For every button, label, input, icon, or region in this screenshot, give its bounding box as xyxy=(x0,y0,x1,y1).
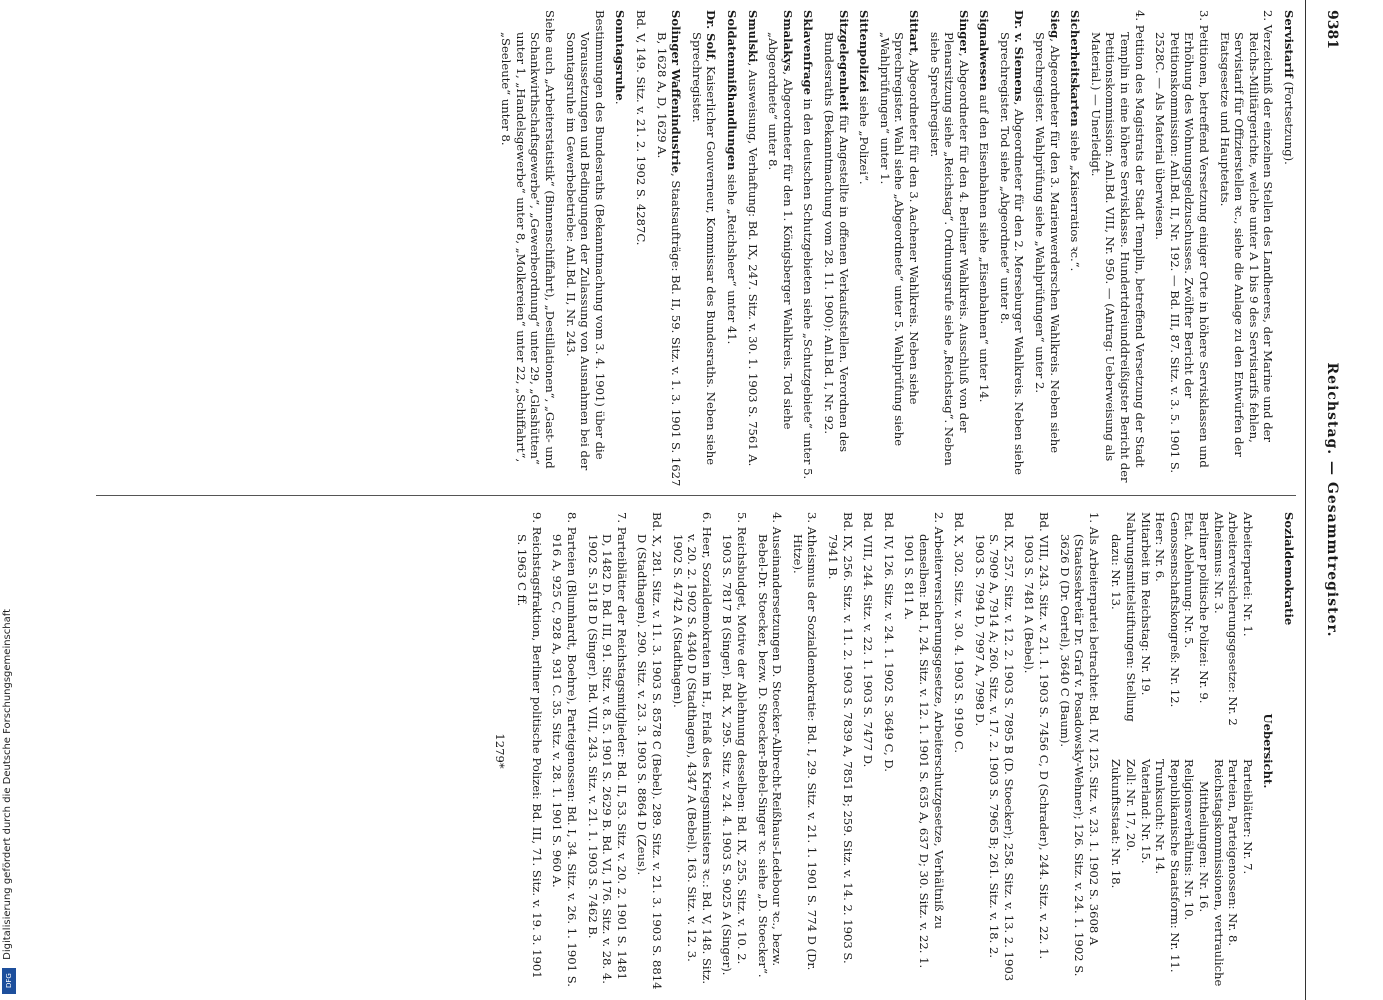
index-entry xyxy=(766,10,795,488)
entry-headword: Sicherheitskarten xyxy=(1068,10,1083,127)
entry-text: 4. Petition des Magistrats der Stadt Templin, betreffend Versetzung der Stadt Templin in eine höhere Servisklasse. Hundertdreiunddreißigster Bericht der Petitionskommission: Anl.Bd. VIII, Nr. 950. — (Antrag: Ueberweisung als Material.) — Unerledigt. xyxy=(1088,10,1147,483)
index-entry xyxy=(801,10,816,488)
entry-headword: Sonntagsruhe xyxy=(613,10,628,101)
reference-item: 4. Auseinandersetzungen D. Stoecker-Albrecht-Reißhaus-Ledebour ꝛc., bezw. Bebel-Dr. Stoecker, bezw. D. Stoecker-Bebel-Singer ꝛc. siehe „D. Stoecker“. xyxy=(755,512,785,978)
reference-item: Bd. X, 281. Sitz. v. 11. 3. 1903 S. 8578 C (Bebel). 289. Sitz. v. 21. 3. 1903 S. 8814 D (Stadthagen). 290. Sitz. v. 23. 3. 1903 S. 8864 D (Zeus). xyxy=(635,512,665,990)
entry-text: . xyxy=(613,100,628,105)
entry-headword: Smulski xyxy=(745,10,760,63)
index-entry xyxy=(1068,10,1083,488)
entry-text: Bestimmungen des Bundesraths (Bekanntmachung vom 3. 4. 1901) über die Voraussetzungen und Bedingungen der Zulassung von Ausnahmen bei der Sonntagsruhe im Gewerbebetriebe: Anl.Bd. II, Nr. 243. xyxy=(563,10,607,471)
index-entry xyxy=(857,10,872,488)
entry-text: , Ausweisung, Verhaftung: Bd. IX, 247. Sitz. v. 30. 1. 1903 S. 7561 A. xyxy=(745,62,760,467)
reference-item: Bd. VIII, 244. Sitz. v. 22. 1. 1903 S. 7477 D. xyxy=(861,512,876,768)
overview-item: Zoll: Nr. 17, 20. xyxy=(1124,759,1139,852)
entry-text: 2. Verzeichniß der einzelnen Stellen des Landheeres, der Marine und der Reichs-Militärgerichte, welche unter A 1 bis 9 des Servistarifs fehlen, Servistarif für Offizierstellen ꝛc., siehe die Anlage zu den Entwürfen der Etatsgesetze und Hauptetats. xyxy=(1217,10,1276,457)
overview-item: Atheismus: Nr. 3. xyxy=(1211,512,1226,614)
entry-headword: Signalwesen xyxy=(977,10,992,91)
overview-item: Berliner politische Polizei: Nr. 9. xyxy=(1197,512,1212,704)
overview-item: Nahrungsmittelstiftungen: Stellung dazu: Nr. 13. xyxy=(1109,512,1139,722)
index-entry xyxy=(689,10,718,488)
reference-item: 6. Heer, Sozialdemokraten im H., Erlaß des Kriegsministers ꝛc.: Bd. V, 148. Sitz. v. 20. 2. 1902 S. 4340 D (Stadthagen), 4347 A (Bebel). 163. Sitz. v. 12. 3. 1902 S. 4742 A (Stadthagen). xyxy=(670,512,714,985)
index-entry xyxy=(499,10,557,488)
header-rule xyxy=(1305,0,1306,1000)
index-entry xyxy=(1033,10,1062,488)
entry-text: , Staatsaufträge: Bd. II, 59. Sitz. v. 1. 3. 1901 S. 1627 B, 1628 A, D, 1629 A. xyxy=(654,32,684,487)
reference-item: 5. Reichsbudget, Motive der Ablehnung desselben: Bd. IX, 255. Sitz. v. 10. 2. 1903 S. 7817 B (Singer). Bd. X, 295. Sitz. v. 24. 4. 1903 S. 9025 A (Singer). xyxy=(720,512,749,976)
entry-headword: Servistarif xyxy=(1282,10,1296,78)
overview-item: Parteien, Parteigenossen: Nr. 8. xyxy=(1226,759,1241,947)
overview-item: Reichstagskommissionen, vertrauliche Mittheilungen: Nr. 16. xyxy=(1197,759,1226,987)
reference-item: 8. Parteien (Blumhardt, Boehre), Parteigenossen: Bd. I, 34. Sitz. v. 26. 1. 1901 S. 916 A, 925 C, 928 A, 931 C. 35. Sitz. v. 28. 1. 1901 S. 960 A. xyxy=(550,512,580,987)
running-header xyxy=(1310,0,1340,1000)
dfg-logo: DFG xyxy=(2,968,16,994)
overview-item: Trunksucht: Nr. 14. xyxy=(1153,759,1168,875)
entry-headword: Smalakys xyxy=(780,10,795,72)
entry-text: 3. Petitionen, betreffend Versetzung einiger Orte in höhere Servisklassen und Erhöhung des Wohnungsgeldzuschusses. Zwölfter Bericht der Petitionskommission: Anl.Bd. II, Nr. 192. — Bd. III, 87. Sitz. v. 3. 5. 1901 S. 2528C. — Als Material überwiesen. xyxy=(1153,10,1212,474)
entry-text: , Abgeordneter für den 4. Berliner Wahlkreis. Ausschluß von der Plenarsitzung siehe „Reichstag“. Ordnungsrufe siehe „Reichstag“. Neben siehe Sprechregister. xyxy=(927,32,971,466)
reference-item: Bd. X, 302. Sitz. v. 30. 4. 1903 S. 9190 C. xyxy=(952,512,967,754)
index-entry xyxy=(821,10,850,488)
index-entry xyxy=(654,10,683,488)
index-entry xyxy=(877,10,921,488)
overview-item: Arbeiterversicherungsgesetze: Nr. 2 xyxy=(1226,512,1241,726)
entry-text: Bd. V, 149. Sitz. v. 21. 2. 1902 S. 4287C. xyxy=(634,10,649,246)
index-entry xyxy=(1217,10,1275,488)
overview-list xyxy=(1109,512,1255,990)
entry-headword: Singer xyxy=(956,10,971,53)
entry-text: in den deutschen Schutzgebieten siehe „Schutzgebiete“ unter 5. xyxy=(801,94,816,480)
entry-headword: Sklavenfrage xyxy=(801,10,816,95)
entry-text: für Angestellte in offenen Verkaufsstellen. Verordnen des Bundesraths (Bekanntmachung vom 28. 11. 1900): Anl.Bd. I, Nr. 92. xyxy=(821,32,851,453)
overview-item: Religionsverhältnis: Nr. 10. xyxy=(1182,759,1197,921)
reference-item: Bd. IV, 126. Sitz. v. 24. 1. 1902 S. 3649 C, D. xyxy=(881,512,896,772)
entry-headword: Solinger Waffenindustrie xyxy=(669,10,684,173)
entry-text: , Kaiserlicher Gouverneur, Kommissar des Bundesraths. Neben siehe Sprechregister. xyxy=(689,32,719,466)
reference-item: 3. Atheismus der Sozialdemokratie: Bd. I, 29. Sitz. v. 21. 1. 1901 S. 774 D (Dr. Hitze). xyxy=(790,512,820,971)
index-entry-sozialdemokratie xyxy=(1281,512,1296,990)
overview-title: Uebersicht. xyxy=(1261,713,1276,789)
footer-mark: 1279* xyxy=(492,733,507,769)
entry-text: Siehe auch „Arbeiterstatistik“ (Binnenschiffahrt), „Destillationen“, „Gast- und Schankwirthschaftsgewerbe“, „Gewerbeordnung“ unter 29, „Glashütten“ unter 1, „Handelsgewerbe“ unter 8, „Molkereien“ unter 22, „Schiffahrt“, „Seeleute“ unter 8. xyxy=(499,10,558,469)
entry-headword: Dr. Solf xyxy=(704,10,719,59)
entry-text: siehe „Polizei“. xyxy=(857,92,872,185)
entry-text: , Abgeordneter für den 3. Marienwerderschen Wahlkreis. Neben siehe Sprechregister. Wahlprüfung siehe „Wahlprüfungen“ unter 2. xyxy=(1033,32,1062,454)
entry-headword: Sittart xyxy=(906,10,921,53)
overview-item: Zukunftsstaat: Nr. 18. xyxy=(1109,759,1124,889)
right-column xyxy=(492,512,1296,990)
dfg-credit: Digitalisierung gefördert durch die Deutsche Forschungsgemeinschaft xyxy=(2,609,13,960)
index-entry xyxy=(724,10,739,488)
reference-item: Bd. IX, 257. Sitz. v. 12. 2. 1903 S. 7895 B (D. Stoecker); 258. Sitz. v. 13. 2. 1903 S. 7909 A, 7914 A; 260. Sitz. v. 17. 2. 1903 S. 7965 B; 261. Sitz. v. 18. 2. 1903 S. 7994 D, 7997 A, 7998 D. xyxy=(972,512,1016,982)
index-entry xyxy=(927,10,971,488)
reference-item: 2. Arbeiterversicherungsgesetze, Arbeiterschutzgesetze, Verhältniß zu denselben: Bd. I, 24. Sitz. v. 12. 1. 1901 S. 635 A, 637 D; 30. Sitz. v. 22. 1. 1901 S. 811 A. xyxy=(902,512,946,969)
column-divider xyxy=(96,495,1296,496)
reference-item: Bd. IX, 256. Sitz. v. 11. 2. 1903 S. 7839 A, 7851 B; 259. Sitz. v. 14. 2. 1903 S. 7941 B. xyxy=(825,512,855,964)
entry-text: siehe „Reichsheer“ unter 41. xyxy=(725,170,739,345)
index-entry xyxy=(563,10,607,488)
index-entry xyxy=(613,10,628,488)
entry-text: (Fortsetzung). xyxy=(1282,77,1296,165)
reference-item: 9. Reichstagsfraktion, Berliner politische Polizei: Bd. III, 71. Sitz. v. 19. 3. 1901 S. 1963 C ff. xyxy=(515,512,544,979)
page-number: 9381 xyxy=(1324,10,1340,49)
entry-headword: Sitzgelegenheit xyxy=(836,10,851,112)
reference-item: Bd. VIII, 243. Sitz. v. 21. 1. 1903 S. 7456 C, D (Schrader), 244. Sitz. v. 22. 1. 1903 S. 7481 A (Bebel). xyxy=(1022,512,1052,960)
index-entry xyxy=(1088,10,1146,488)
entry-text: , Abgeordneter für den 2. Merseburger Wahlkreis. Neben siehe Sprechregister. Tod siehe „Abgeordnete“ unter 8. xyxy=(997,32,1027,475)
entry-text: , Abgeordneter für den 3. Aachener Wahlkreis. Neben siehe Sprechregister. Wahl siehe „Abgeordnete“ unter 5. Wahlprüfung siehe „Wahlprüfungen“ unter 1. xyxy=(877,32,921,447)
entry-text: , Abgeordneter für den 1. Königsberger Wahlkreis. Tod siehe „Abgeordnete“ unter 8. xyxy=(766,32,795,430)
header-title: Reichstag. — Gesammtregister. xyxy=(1324,362,1340,638)
entry-headword: Soldatenmißhandlungen xyxy=(725,10,739,171)
overview-item: Vaterland: Nr. 15. xyxy=(1138,759,1153,864)
overview-item: Etat. Ablehnung: Nr. 5. xyxy=(1182,512,1197,649)
overview-item: Arbeiterpartei: Nr. 1. xyxy=(1240,512,1255,637)
overview-item: Genossenschaftskongreß: Nr. 12. xyxy=(1167,512,1182,708)
entry-headword: Sieg xyxy=(1047,10,1062,39)
overview-item: Republikanische Staatsform: Nr. 11. xyxy=(1167,759,1182,973)
index-entry xyxy=(633,10,648,488)
reference-item: 7. Parteiblätter der Reichstagsmitglieder: Bd. II, 53. Sitz. v. 20. 2. 1901 S. 1481 D, 1482 D. Bd. III, 91. Sitz. v. 8. 5. 1901 S. 2629 B. Bd. VI, 176. Sitz. v. 28. 4. 1902 S. 5118 D (Singer). Bd. VIII, 243. Sitz. v. 21. 1. 1903 S. 7462 B. xyxy=(585,512,629,984)
overview-item: Parteiblätter: Nr. 7. xyxy=(1240,759,1255,875)
reference-item: 1. Als Arbeiterpartei betrachtet: Bd. IV, 125. Sitz. v. 23. 1. 1902 S. 3608 A (Staatssekretär Dr. Graf v. Posadowsky-Wehner); 126. Sitz. v. 24. 1. 1902 S. 3626 D (Dr. Oertel), 3640 C (Baum). xyxy=(1057,512,1101,977)
entry-headword: Sozialdemokratie xyxy=(1282,512,1296,626)
entry-headword: Dr. v. Siemens xyxy=(1012,10,1027,102)
left-column xyxy=(493,10,1296,488)
entry-headword: Sittenpolizei xyxy=(857,10,872,93)
index-entry xyxy=(977,10,992,488)
overview-item: Heer: Nr. 6. xyxy=(1153,512,1168,582)
entry-text: siehe „Kaiserratios ꝛc.“. xyxy=(1068,126,1083,272)
index-entry xyxy=(1281,10,1296,488)
index-entry xyxy=(745,10,760,488)
reference-list xyxy=(515,512,1101,990)
index-entry xyxy=(997,10,1026,488)
index-entry xyxy=(1153,10,1211,488)
entry-text: auf den Eisenbahnen siehe „Eisenbahnen“ unter 14. xyxy=(977,90,992,403)
overview-item: Mitarbeit im Reichstag: Nr. 19. xyxy=(1138,512,1153,696)
